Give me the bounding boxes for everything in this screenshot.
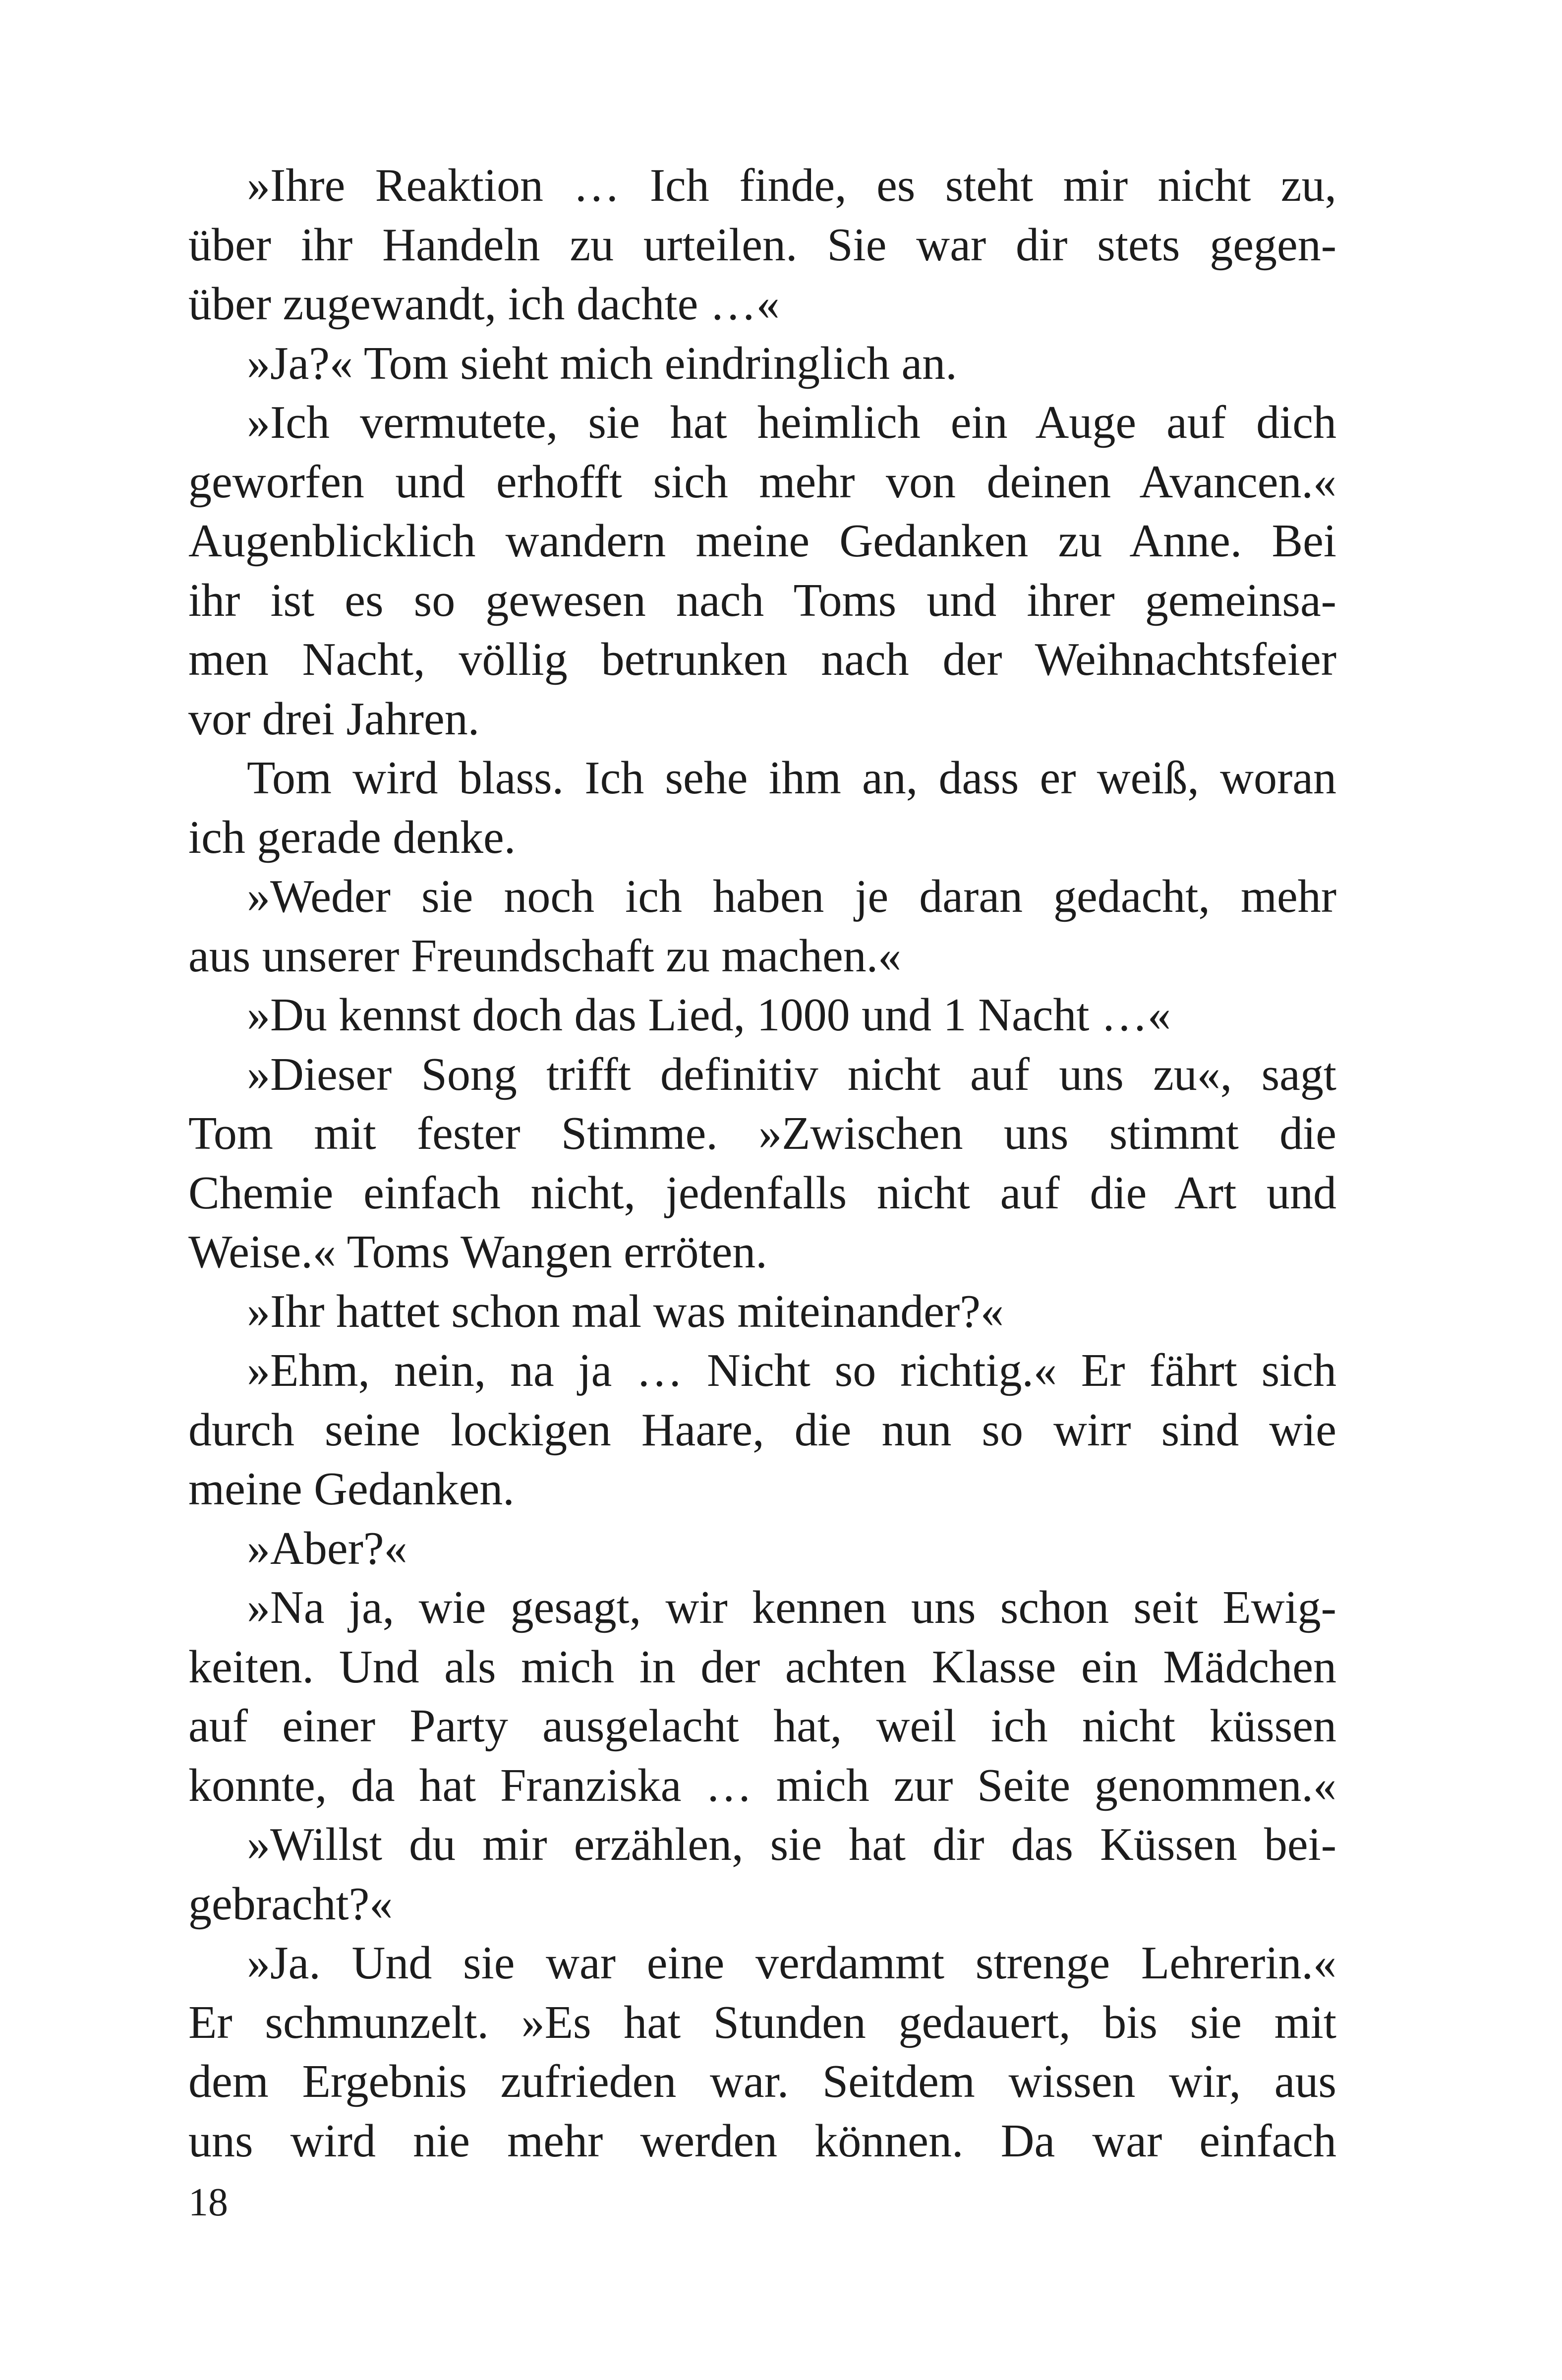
text-line: dem Ergebnis zufrieden war. Seitdem wissen wir, aus [188,2056,1336,2107]
text-line: »Ehm, nein, na ja … Nicht so richtig.« Er fährt sich [247,1345,1336,1396]
text-line: geworfen und erhofft sich mehr von deinen Avancen.« [188,456,1336,508]
text-line: »Du kennst doch das Lied, 1000 und 1 Nacht …« [247,989,1171,1041]
text-line: uns wird nie mehr werden können. Da war einfach [188,2115,1336,2167]
text-line: Chemie einfach nicht, jedenfalls nicht auf die Art und [188,1167,1336,1219]
text-line: Tom mit fester Stimme. »Zwischen uns stimmt die [188,1108,1336,1159]
text-line: meine Gedanken. [188,1463,515,1515]
text-line: aus unserer Freundschaft zu machen.« [188,930,902,982]
text-line: Tom wird blass. Ich sehe ihm an, dass er weiß, woran [247,752,1336,804]
text-line: men Nacht, völlig betrunken nach der Weihnachtsfeier [188,634,1336,685]
text-line: »Willst du mir erzählen, sie hat dir das Küssen bei- [247,1819,1336,1870]
text-line: Weise.« Toms Wangen erröten. [188,1226,767,1278]
text-line: über ihr Handeln zu urteilen. Sie war dir stets gegen- [188,219,1336,271]
text-line: ihr ist es so gewesen nach Toms und ihrer gemeinsa- [188,574,1336,626]
body-text [188,156,1336,2171]
text-line: »Ich vermutete, sie hat heimlich ein Auge auf dich [247,397,1336,448]
text-line: konnte, da hat Franziska … mich zur Seite genommen.« [188,1759,1336,1811]
text-line: »Ihr hattet schon mal was miteinander?« [247,1285,1004,1337]
text-line: »Na ja, wie gesagt, wir kennen uns schon seit Ewig- [247,1582,1336,1633]
text-line: auf einer Party ausgelacht hat, weil ich nicht küssen [188,1700,1336,1752]
text-line: über zugewandt, ich dachte …« [188,278,780,330]
text-line: »Aber?« [247,1522,407,1574]
page-number: 18 [188,2181,228,2224]
text-line: durch seine lockigen Haare, die nun so wirr sind wie [188,1404,1336,1456]
text-line: keiten. Und als mich in der achten Klasse ein Mädchen [188,1641,1336,1693]
text-line: »Ja. Und sie war eine verdammt strenge Lehrerin.« [247,1937,1336,1989]
text-line: Er schmunzelt. »Es hat Stunden gedauert, bis sie mit [188,1996,1336,2048]
text-line: ich gerade denke. [188,811,516,863]
text-line: Augenblicklich wandern meine Gedanken zu Anne. Bei [188,515,1336,567]
text-line: gebracht?« [188,1878,393,1930]
text-line: »Ja?« Tom sieht mich eindringlich an. [247,337,957,389]
text-line: »Weder sie noch ich haben je daran gedacht, mehr [247,871,1336,922]
text-line: »Dieser Song trifft definitiv nicht auf uns zu«, sagt [247,1048,1336,1100]
text-line: vor drei Jahren. [188,693,480,745]
text-line: »Ihre Reaktion … Ich finde, es steht mir nicht zu, [247,160,1336,211]
